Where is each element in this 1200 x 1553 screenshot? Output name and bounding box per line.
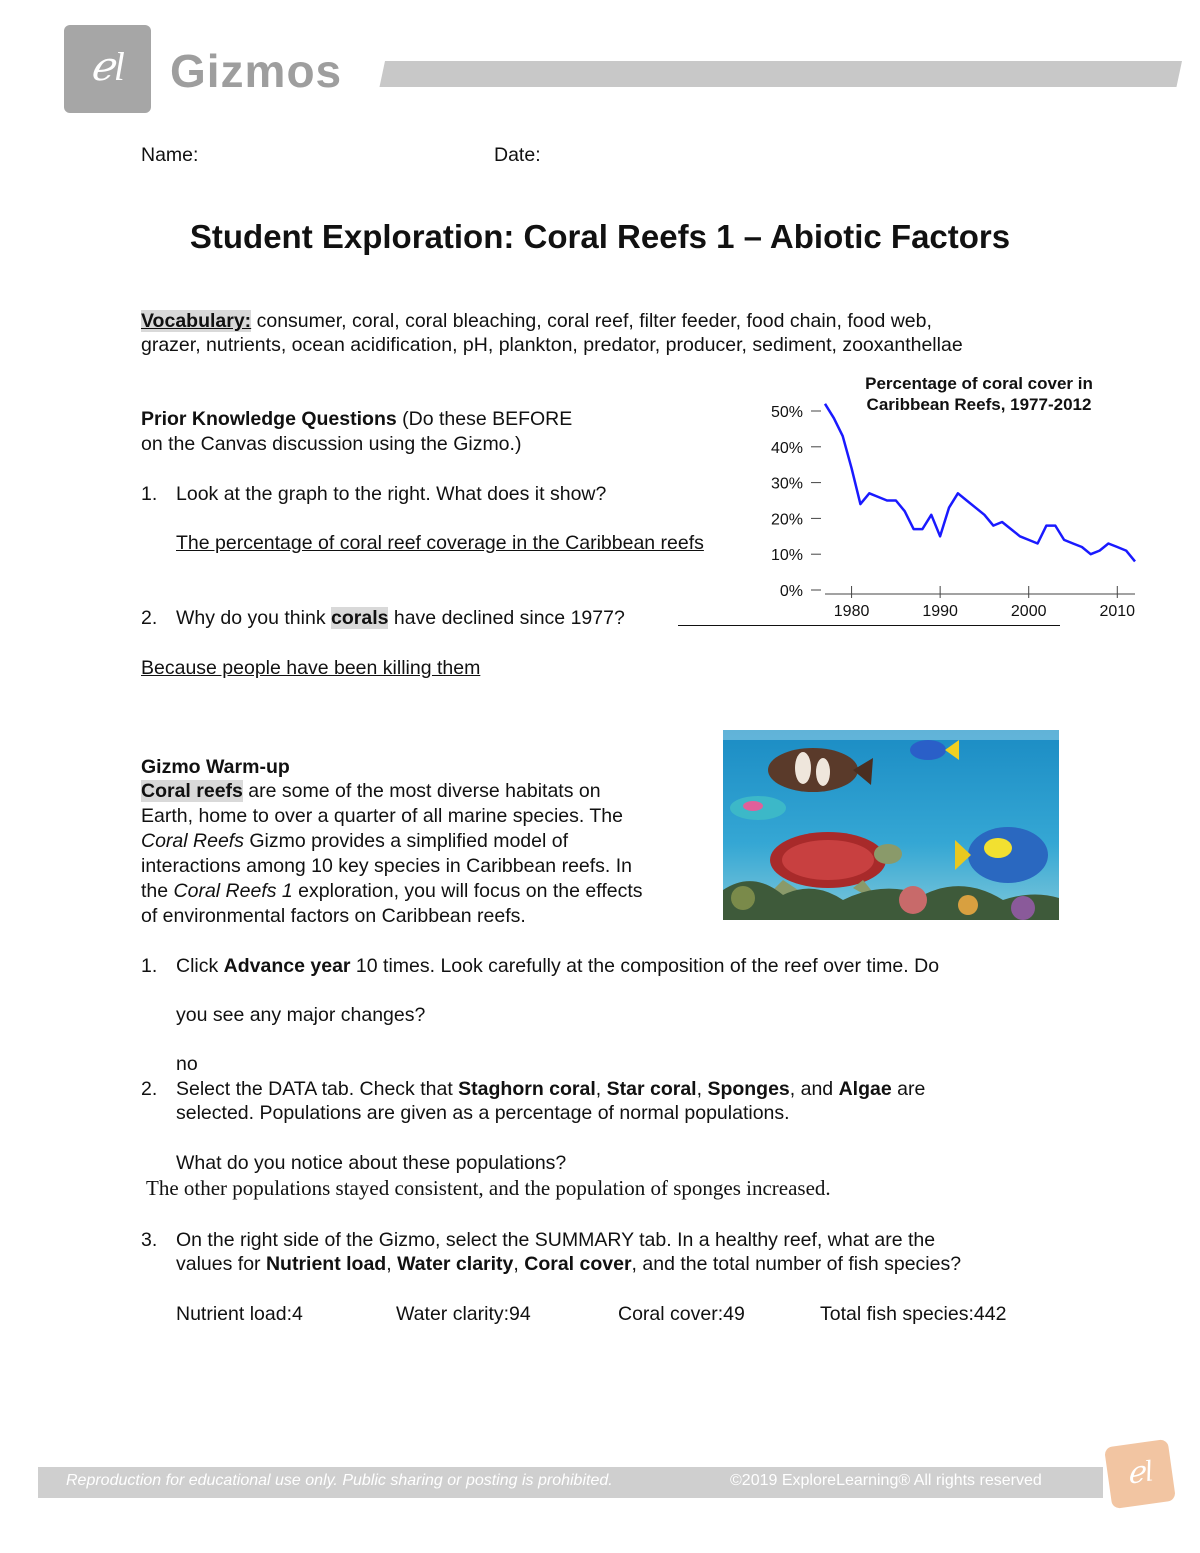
vocabulary-label: Vocabulary: [141, 310, 252, 332]
vocabulary-line-1 [141, 309, 932, 333]
warmup-q3-line-2 [176, 1252, 961, 1276]
vocabulary-line-2: grazer, nutrients, ocean acidification, pH, plankton, predator, producer, sediment, zooxanthellae [141, 334, 963, 356]
prior-q1-number: 1. [141, 483, 158, 505]
footer-copyright: ©2019 ExploreLearning® All rights reserved [730, 1472, 1042, 1489]
warmup-line-5-pre: the [141, 880, 174, 902]
prior-q2-keyword: corals [331, 607, 389, 629]
star-coral-term: Star coral [606, 1078, 697, 1100]
warmup-line-5 [141, 879, 643, 903]
warmup-q2-line-2: selected. Populations are given as a percentage of normal populations. [176, 1102, 790, 1124]
coral-cover-series-line [825, 404, 1135, 562]
x-tick-label: 1990 [922, 603, 958, 620]
prior-q2-post: have declined since 1977? [388, 607, 625, 629]
x-tick-label: 1980 [833, 603, 870, 620]
warmup-q1-number: 1. [141, 955, 158, 977]
gizmos-logo [64, 25, 151, 113]
prior-heading-rest: (Do these BEFORE [396, 408, 573, 430]
prior-q2-pre: Why do you think [176, 607, 331, 629]
y-tick-label: 30% [770, 475, 803, 493]
separator: , [386, 1253, 398, 1275]
warmup-q2-text [176, 1077, 925, 1101]
separator: , [513, 1253, 525, 1275]
warmup-line-1 [141, 779, 601, 803]
prior-q1-answer: The percentage of coral reef coverage in the Caribbean reefs [176, 532, 704, 554]
answer-nutrient-load: Nutrient load:4 [176, 1303, 303, 1325]
prior-q1-text: Look at the graph to the right. What does it show? [176, 483, 607, 505]
coral-cover-term: Coral cover [524, 1253, 632, 1275]
warmup-line-3 [141, 829, 568, 853]
x-tick-label: 2010 [1099, 603, 1136, 620]
y-tick-label: 50% [770, 404, 803, 421]
y-tick-label: 40% [770, 439, 803, 457]
footer-disclaimer: Reproduction for educational use only. Public sharing or posting is prohibited. [66, 1472, 613, 1489]
footer-logo-glyph: ℯl [1124, 1454, 1156, 1491]
warmup-line-2: Earth, home to over a quarter of all marine species. The [141, 805, 623, 827]
separator: , [595, 1078, 607, 1100]
warmup-exploration-name: Coral Reefs 1 [173, 880, 293, 902]
separator: , [696, 1078, 708, 1100]
coral-cover-chart [755, 365, 1145, 625]
warmup-q1-button-name: Advance year [223, 955, 351, 977]
nutrient-load-term: Nutrient load [265, 1253, 387, 1275]
name-label: Name: [141, 144, 199, 166]
answer-coral-cover: Coral cover:49 [618, 1303, 745, 1325]
x-tick-label: 2000 [1010, 603, 1047, 620]
warmup-q3-line-1: On the right side of the Gizmo, select the SUMMARY tab. In a healthy reef, what are the [176, 1229, 936, 1251]
chart-title-line-2: Caribbean Reefs, 1977-2012 [866, 395, 1092, 414]
prior-q2-answer: Because people have been killing them [141, 657, 481, 679]
warmup-q1-rest: 10 times. Look carefully at the composition of the reef over time. Do [350, 955, 940, 977]
warmup-q2-pre: Select the DATA tab. Check that [176, 1078, 459, 1100]
explorelearning-logo [1104, 1439, 1176, 1509]
warmup-q1-line-2: you see any major changes? [176, 1004, 426, 1026]
parrotfish [730, 796, 786, 820]
warmup-gizmo-name: Coral Reefs [141, 830, 244, 852]
answer-blank-line [678, 625, 1060, 626]
y-tick-label: 10% [770, 547, 803, 565]
warmup-heading: Gizmo Warm-up [141, 756, 290, 778]
staghorn-coral-term: Staghorn coral [458, 1078, 596, 1100]
prior-instruction: on the Canvas discussion using the Gizmo.) [141, 433, 522, 455]
answer-fish-species: Total fish species:442 [820, 1303, 1007, 1325]
warmup-q3-pre: values for [176, 1253, 266, 1275]
header-bar [379, 61, 1182, 87]
warmup-q2-number: 2. [141, 1078, 158, 1100]
page-title: Student Exploration: Coral Reefs 1 – Abiotic Factors [189, 218, 1011, 255]
sponges-term: Sponges [707, 1078, 790, 1100]
warmup-q3-number: 3. [141, 1229, 158, 1251]
y-tick-label: 0% [779, 583, 803, 600]
vocabulary-terms-1: consumer, coral, coral bleaching, coral reef, filter feeder, food chain, food web, [251, 310, 932, 332]
warmup-line-6: of environmental factors on Caribbean reefs. [141, 905, 526, 927]
warmup-q1-pre: Click [176, 955, 224, 977]
warmup-coral-reefs: Coral reefs [141, 780, 243, 802]
prior-q2-text [176, 606, 625, 630]
prior-heading-bold: Prior Knowledge Questions [141, 408, 397, 430]
coral-reef-illustration [723, 730, 1059, 920]
prior-q2-number: 2. [141, 607, 158, 629]
date-label: Date: [494, 144, 541, 166]
warmup-q1-text [176, 954, 939, 978]
warmup-q2-answer: The other populations stayed consistent, and the population of sponges increased. [146, 1176, 831, 1200]
warmup-q3-rest: , and the total number of fish species? [631, 1253, 962, 1275]
y-tick-label: 20% [770, 511, 803, 529]
answer-water-clarity: Water clarity:94 [396, 1303, 531, 1325]
warmup-line-3-rest: Gizmo provides a simplified model of [243, 830, 569, 852]
chart-title-line-1: Percentage of coral cover in [865, 374, 1093, 393]
prior-heading [141, 407, 572, 431]
warmup-line-4: interactions among 10 key species in Caribbean reefs. In [141, 855, 633, 877]
algae-term: Algae [838, 1078, 892, 1100]
warmup-line-1-rest: are some of the most diverse habitats on [242, 780, 601, 802]
warmup-line-5-rest: exploration, you will focus on the effects [292, 880, 643, 902]
separator: , and [789, 1078, 839, 1100]
warmup-q2-tail: are [891, 1078, 926, 1100]
warmup-q2-line-3: What do you notice about these populations? [176, 1152, 567, 1174]
brand-name: Gizmos [170, 45, 343, 97]
logo-glyph: ℯl [90, 44, 125, 89]
warmup-q1-answer: no [176, 1053, 198, 1075]
water-clarity-term: Water clarity [397, 1253, 514, 1275]
